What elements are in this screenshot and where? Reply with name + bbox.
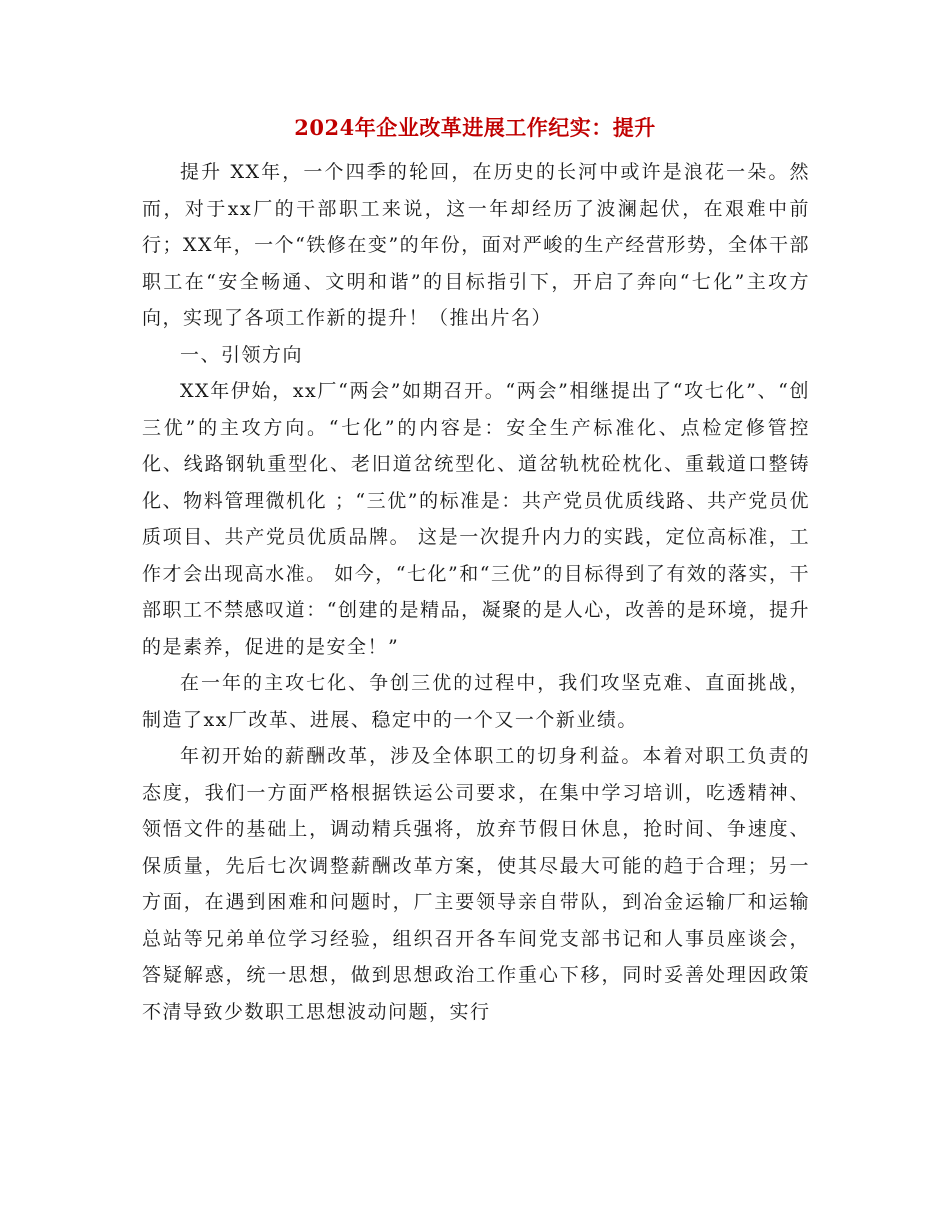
document-title: 2024年企业改革进展工作纪实：提升 bbox=[294, 115, 656, 140]
document-body bbox=[142, 154, 810, 1030]
paragraph-achievements: 在一年的主攻七化、争创三优的过程中，我们攻坚克难、直面挑战，制造了xx厂改革、进展、稳定中的一个又一个新业绩。 bbox=[142, 672, 810, 731]
paragraph-salary-reform: 年初开始的薪酬改革，涉及全体职工的切身利益。本着对职工负责的态度，我们一方面严格根据铁运公司要求，在集中学习培训，吃透精神、领悟文件的基础上，调动精兵强将，放弃节假日休息，抢时间、争速度、保质量，先后七次调整薪酬改革方案，使其尽最大可能的趋于合理；另一方面，在遇到困难和问题时，厂主要领导亲自带队，到冶金运输厂和运输总站等兄弟单位学习经验，组织召开各车间党支部书记和人事员座谈会，答疑解惑，统一思想，做到思想政治工作重心下移，同时妥善处理因政策不清导致少数职工思想波动问题，实行 bbox=[142, 745, 810, 1023]
section-heading-1: 一、引领方向 bbox=[180, 343, 304, 366]
paragraph-direction: XX年伊始，xx厂“两会”如期召开。“两会”相继提出了“攻七化”、“创三优”的主攻方向。“七化”的内容是：安全生产标准化、点检定修管控化、线路钢轨重型化、老旧道岔统型化、道岔轨枕砼枕化、重载道口整铸化、物料管理微机化 ；“三优”的标准是：共产党员优质线路、共产党员优质项目、共产党员优质品牌。 这是一次提升内力的实践，定位高标准，工作才会出现高水准。 如今，“七化”和“三优”的目标得到了有效的落实，干部职工不禁感叹道：“创建的是精品，凝聚的是人心，改善的是环境，提升的是素养，促进的是安全！” bbox=[142, 380, 810, 658]
paragraph-intro: 提升 XX年，一个四季的轮回，在历史的长河中或许是浪花一朵。然而，对于xx厂的干部职工来说，这一年却经历了波澜起伏，在艰难中前行；XX年，一个“铁修在变”的年份，面对严峻的生产经营形势，全体干部职工在“安全畅通、文明和谐”的目标指引下，开启了奔向“七化”主攻方向，实现了各项工作新的提升！（推出片名） bbox=[142, 161, 810, 329]
